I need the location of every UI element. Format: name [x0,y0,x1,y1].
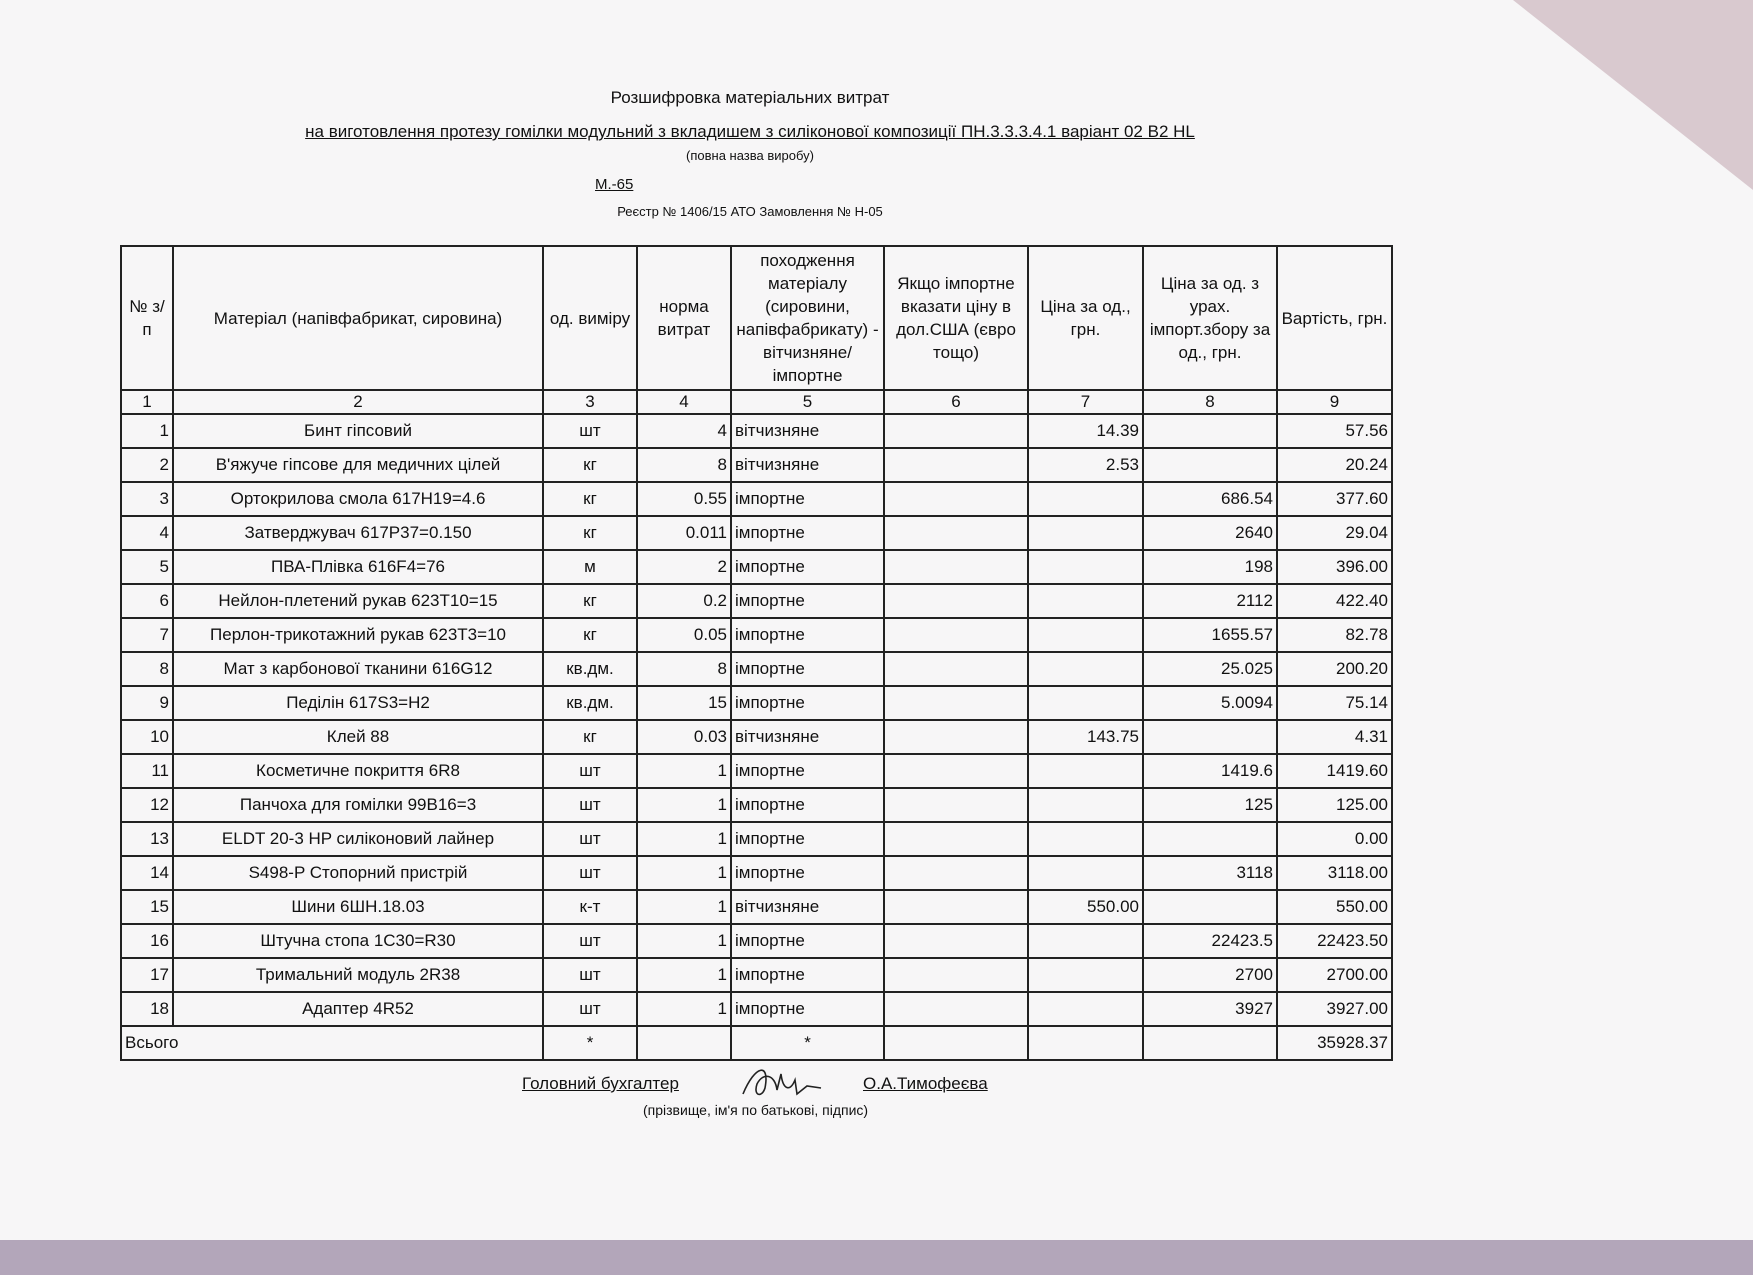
unit-cell: шт [543,414,637,448]
column-number: 3 [543,390,637,414]
material-name-cell: Клей 88 [173,720,543,754]
table-row [121,856,1392,890]
table-row [121,822,1392,856]
material-name-cell: Ортокрилова смола 617Н19=4.6 [173,482,543,516]
row-number-cell: 13 [121,822,173,856]
origin-cell: імпортне [731,584,884,618]
origin-cell: імпортне [731,822,884,856]
row-number-cell: 8 [121,652,173,686]
total-empty [1143,1026,1277,1060]
unit-cell: к-т [543,890,637,924]
unit-price-import-cell: 1655.57 [1143,618,1277,652]
unit-price-cell [1028,958,1143,992]
table-row [121,992,1392,1026]
material-name-cell: Штучна стопа 1С30=R30 [173,924,543,958]
signature-icon [735,1060,825,1102]
row-number-cell: 10 [121,720,173,754]
unit-price-import-cell [1143,720,1277,754]
column-number: 4 [637,390,731,414]
table-row [121,890,1392,924]
origin-cell: імпортне [731,924,884,958]
table-row [121,618,1392,652]
cost-cell: 2700.00 [1277,958,1392,992]
origin-cell: вітчизняне [731,720,884,754]
unit-price-import-cell: 686.54 [1143,482,1277,516]
header-cell: Ціна за од., грн. [1028,246,1143,390]
table-row [121,516,1392,550]
total-empty [1028,1026,1143,1060]
row-number-cell: 3 [121,482,173,516]
unit-price-cell [1028,516,1143,550]
origin-cell: імпортне [731,754,884,788]
unit-price-import-cell: 198 [1143,550,1277,584]
cost-cell: 82.78 [1277,618,1392,652]
unit-cell: шт [543,958,637,992]
origin-cell: імпортне [731,652,884,686]
folded-corner [1513,0,1753,190]
cost-cell: 422.40 [1277,584,1392,618]
unit-price-import-cell: 3118 [1143,856,1277,890]
norm-cell: 1 [637,822,731,856]
unit-price-import-cell [1143,890,1277,924]
unit-price-import-cell: 125 [1143,788,1277,822]
row-number-cell: 17 [121,958,173,992]
cost-cell: 396.00 [1277,550,1392,584]
import-price-usd-cell [884,992,1028,1026]
unit-cell: кг [543,482,637,516]
cost-cell: 57.56 [1277,414,1392,448]
unit-price-cell [1028,686,1143,720]
table-row [121,924,1392,958]
material-name-cell: Перлон-трикотажний рукав 623Т3=10 [173,618,543,652]
unit-cell: шт [543,924,637,958]
row-number-cell: 6 [121,584,173,618]
origin-cell: вітчизняне [731,448,884,482]
origin-cell: імпортне [731,686,884,720]
import-price-usd-cell [884,788,1028,822]
norm-cell: 2 [637,550,731,584]
cost-cell: 3927.00 [1277,992,1392,1026]
unit-price-cell [1028,618,1143,652]
header-cell: Вартість, грн. [1277,246,1392,390]
norm-cell: 0.05 [637,618,731,652]
unit-cell: кг [543,720,637,754]
column-number-row [121,390,1392,414]
table-row [121,448,1392,482]
table-row [121,958,1392,992]
unit-price-cell [1028,584,1143,618]
unit-cell: шт [543,992,637,1026]
accountant-position: Головний бухгалтер [522,1074,679,1093]
unit-cell: шт [543,856,637,890]
unit-cell: кг [543,618,637,652]
header-cell: Ціна за од. з урах. імпорт.збору за од., грн. [1143,246,1277,390]
cost-cell: 0.00 [1277,822,1392,856]
total-empty [884,1026,1028,1060]
norm-cell: 1 [637,754,731,788]
unit-price-cell [1028,652,1143,686]
unit-cell: кг [543,584,637,618]
table-row [121,414,1392,448]
material-name-cell: S498-P Стопорний пристрій [173,856,543,890]
unit-cell: шт [543,754,637,788]
norm-cell: 1 [637,788,731,822]
norm-cell: 4 [637,414,731,448]
cost-cell: 1419.60 [1277,754,1392,788]
row-number-cell: 1 [121,414,173,448]
row-number-cell: 2 [121,448,173,482]
material-name-cell: Мат з карбонової тканини 616G12 [173,652,543,686]
total-mark-unit: * [543,1026,637,1060]
unit-price-cell [1028,924,1143,958]
unit-cell: кв.дм. [543,652,637,686]
material-name-cell: Бинт гіпсовий [173,414,543,448]
total-empty [637,1026,731,1060]
origin-cell: імпортне [731,992,884,1026]
column-number: 6 [884,390,1028,414]
unit-price-import-cell: 2640 [1143,516,1277,550]
total-row [121,1026,1392,1060]
unit-price-import-cell [1143,448,1277,482]
table-row [121,584,1392,618]
unit-price-cell [1028,856,1143,890]
unit-price-cell [1028,550,1143,584]
material-name-cell: ПВА-Плівка 616F4=76 [173,550,543,584]
header-cell: норма витрат [637,246,731,390]
cost-cell: 75.14 [1277,686,1392,720]
unit-cell: шт [543,822,637,856]
column-number: 9 [1277,390,1392,414]
unit-price-cell: 550.00 [1028,890,1143,924]
header-cell: од. виміру [543,246,637,390]
unit-price-import-cell: 1419.6 [1143,754,1277,788]
unit-price-import-cell: 2112 [1143,584,1277,618]
header-cell: Якщо імпортне вказати ціну в дол.США (євро тощо) [884,246,1028,390]
unit-cell: шт [543,788,637,822]
column-number: 1 [121,390,173,414]
header-cell: походження матеріалу (сировини, напівфабрикату) - вітчизняне/ імпортне [731,246,884,390]
header-cell: Матеріал (напівфабрикат, сировина) [173,246,543,390]
norm-cell: 1 [637,856,731,890]
norm-cell: 15 [637,686,731,720]
import-price-usd-cell [884,856,1028,890]
unit-price-cell [1028,992,1143,1026]
material-name-cell: Косметичне покриття 6R8 [173,754,543,788]
origin-cell: імпортне [731,958,884,992]
cost-cell: 3118.00 [1277,856,1392,890]
norm-cell: 0.55 [637,482,731,516]
norm-cell: 8 [637,448,731,482]
document-subtitle: на виготовлення протезу гомілки модульний з вкладишем з силіконової композиції ПН.3.3.3.4.1 варіант 02 В2 HL [305,122,1195,141]
row-number-cell: 7 [121,618,173,652]
unit-cell: кг [543,448,637,482]
origin-cell: імпортне [731,550,884,584]
accountant-name: О.А.Тимофеєва [863,1074,988,1093]
cost-cell: 200.20 [1277,652,1392,686]
material-name-cell: Нейлон-плетений рукав 623Т10=15 [173,584,543,618]
unit-price-cell [1028,788,1143,822]
table-row [121,482,1392,516]
subtitle-note: (повна назва виробу) [686,148,814,163]
import-price-usd-cell [884,822,1028,856]
import-price-usd-cell [884,584,1028,618]
material-name-cell: В'яжуче гіпсове для медичних цілей [173,448,543,482]
row-number-cell: 15 [121,890,173,924]
cost-cell: 4.31 [1277,720,1392,754]
import-price-usd-cell [884,482,1028,516]
import-price-usd-cell [884,414,1028,448]
table-row [121,550,1392,584]
row-number-cell: 4 [121,516,173,550]
unit-price-cell: 14.39 [1028,414,1143,448]
norm-cell: 0.011 [637,516,731,550]
row-number-cell: 14 [121,856,173,890]
total-mark-origin: * [731,1026,884,1060]
row-number-cell: 11 [121,754,173,788]
origin-cell: імпортне [731,516,884,550]
unit-price-cell: 2.53 [1028,448,1143,482]
origin-cell: імпортне [731,482,884,516]
unit-price-cell [1028,482,1143,516]
unit-price-cell: 143.75 [1028,720,1143,754]
table-row [121,788,1392,822]
total-label: Всього [121,1026,543,1060]
cost-cell: 20.24 [1277,448,1392,482]
row-number-cell: 9 [121,686,173,720]
table-header-row [121,246,1392,390]
material-name-cell: Педілін 617S3=Н2 [173,686,543,720]
column-number: 7 [1028,390,1143,414]
unit-price-import-cell: 5.0094 [1143,686,1277,720]
row-number-cell: 12 [121,788,173,822]
unit-price-cell [1028,754,1143,788]
unit-price-import-cell: 3927 [1143,992,1277,1026]
patient-line: М.-65 [595,176,634,193]
column-number: 5 [731,390,884,414]
cost-cell: 29.04 [1277,516,1392,550]
import-price-usd-cell [884,890,1028,924]
norm-cell: 1 [637,992,731,1026]
material-name-cell: ELDT 20-3 HP силіконовий лайнер [173,822,543,856]
origin-cell: вітчизняне [731,890,884,924]
import-price-usd-cell [884,958,1028,992]
norm-cell: 8 [637,652,731,686]
table-row [121,652,1392,686]
norm-cell: 0.2 [637,584,731,618]
import-price-usd-cell [884,550,1028,584]
import-price-usd-cell [884,686,1028,720]
norm-cell: 1 [637,958,731,992]
row-number-cell: 18 [121,992,173,1026]
norm-cell: 1 [637,890,731,924]
import-price-usd-cell [884,618,1028,652]
import-price-usd-cell [884,924,1028,958]
unit-price-import-cell [1143,822,1277,856]
unit-cell: м [543,550,637,584]
materials-table [120,245,1393,1061]
register-line: Реєстр № 1406/15 АТО Замовлення № Н-05 [617,204,883,219]
table-row [121,686,1392,720]
origin-cell: імпортне [731,618,884,652]
unit-price-import-cell [1143,414,1277,448]
import-price-usd-cell [884,448,1028,482]
table-row [121,754,1392,788]
norm-cell: 0.03 [637,720,731,754]
unit-price-import-cell: 22423.5 [1143,924,1277,958]
material-name-cell: Тримальний модуль 2R38 [173,958,543,992]
unit-price-cell [1028,822,1143,856]
material-name-cell: Шини 6ШН.18.03 [173,890,543,924]
header-cell: № з/п [121,246,173,390]
import-price-usd-cell [884,720,1028,754]
column-number: 2 [173,390,543,414]
row-number-cell: 16 [121,924,173,958]
unit-cell: кг [543,516,637,550]
import-price-usd-cell [884,516,1028,550]
cost-cell: 125.00 [1277,788,1392,822]
unit-cell: кв.дм. [543,686,637,720]
footer-note: (прізвище, ім'я по батькові, підпис) [643,1102,869,1118]
material-name-cell: Затверджувач 617Р37=0.150 [173,516,543,550]
cost-cell: 550.00 [1277,890,1392,924]
cost-cell: 377.60 [1277,482,1392,516]
origin-cell: вітчизняне [731,414,884,448]
cost-cell: 22423.50 [1277,924,1392,958]
material-name-cell: Адаптер 4R52 [173,992,543,1026]
document-title: Розшифровка матеріальних витрат [610,88,890,107]
import-price-usd-cell [884,652,1028,686]
grand-total: 35928.37 [1277,1026,1392,1060]
row-number-cell: 5 [121,550,173,584]
table-row [121,720,1392,754]
unit-price-import-cell: 2700 [1143,958,1277,992]
origin-cell: імпортне [731,856,884,890]
origin-cell: імпортне [731,788,884,822]
norm-cell: 1 [637,924,731,958]
unit-price-import-cell: 25.025 [1143,652,1277,686]
import-price-usd-cell [884,754,1028,788]
column-number: 8 [1143,390,1277,414]
material-name-cell: Панчоха для гомілки 99В16=3 [173,788,543,822]
